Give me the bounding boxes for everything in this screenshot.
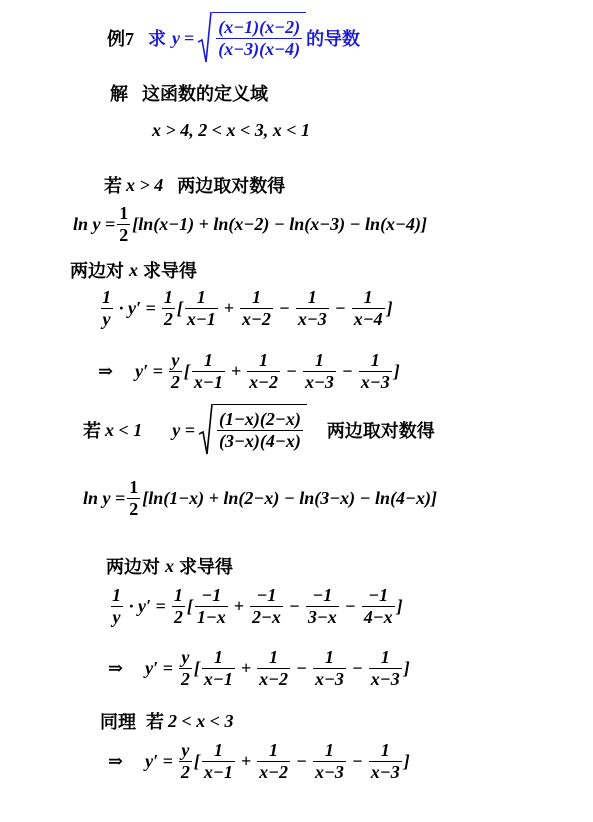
l15-h-d: 2 xyxy=(180,762,190,782)
l6-text: 两边对 xyxy=(70,261,124,281)
l9-text: 两边取对数得 xyxy=(326,421,435,441)
l8-op1: + xyxy=(230,361,242,381)
l13-h-d: 2 xyxy=(180,669,190,689)
l8-t3d: x−3 xyxy=(304,372,334,392)
l14-tl: 同理 xyxy=(100,712,136,732)
l15-t3n: 1 xyxy=(324,740,334,760)
result-eq-1 xyxy=(98,350,400,393)
l10-fn: 1 xyxy=(129,477,139,497)
l12-t1n: −1 xyxy=(201,585,222,605)
fraction xyxy=(369,740,402,783)
l3-text: x > 4, 2 < x < 3, x < 1 xyxy=(152,120,311,140)
l8-op3: − xyxy=(341,361,353,381)
l7-op3: − xyxy=(334,298,346,318)
half-fraction xyxy=(117,203,130,246)
implies-icon: ⇒ xyxy=(108,751,124,771)
l13-t4d: x−3 xyxy=(370,669,400,689)
l7-h-n: 1 xyxy=(163,287,173,307)
l7-mid: · y′ = xyxy=(119,298,156,318)
l13-lb: [ xyxy=(193,658,200,678)
l15-t2n: 1 xyxy=(269,740,279,760)
l13-t2d: x−2 xyxy=(259,669,289,689)
differentiate-text-2 xyxy=(106,553,233,579)
l12-t4d: 4−x xyxy=(363,607,393,627)
fraction xyxy=(313,740,346,783)
l7-t3d: x−3 xyxy=(297,309,327,329)
fraction xyxy=(313,647,346,690)
example-header xyxy=(107,12,360,64)
l7-t1n: 1 xyxy=(196,287,206,307)
l8-t3n: 1 xyxy=(314,350,324,370)
l7-h-d: 2 xyxy=(163,309,173,329)
domain-text: 这函数的定义域 xyxy=(142,84,268,104)
l7-lb: [ xyxy=(176,298,183,318)
y-var: y xyxy=(172,27,180,48)
l11-x: x xyxy=(165,555,174,576)
denominator: (x−3)(x−4) xyxy=(218,39,301,59)
l15-op3: − xyxy=(351,751,363,771)
l12-op3: − xyxy=(344,596,356,616)
qiu-text: 求 xyxy=(148,29,166,49)
l7-t3n: 1 xyxy=(307,287,317,307)
l10-fd: 2 xyxy=(129,499,139,519)
fraction xyxy=(240,287,273,330)
l9-den: (3−x)(4−x) xyxy=(219,431,301,451)
l13-lhs: y′ = xyxy=(145,658,173,678)
l13-op1: + xyxy=(240,658,252,678)
case-lt1 xyxy=(83,404,435,456)
l12-t3n: −1 xyxy=(312,585,333,605)
equals: = xyxy=(184,27,195,48)
fraction xyxy=(257,647,290,690)
radical-sign-icon xyxy=(198,12,212,64)
l8-t1n: 1 xyxy=(203,350,213,370)
l13-t1d: x−1 xyxy=(203,669,233,689)
l13-t3n: 1 xyxy=(324,647,334,667)
l14-ruo: 若 xyxy=(146,712,164,732)
l7-t2n: 1 xyxy=(251,287,261,307)
l15-rb: ] xyxy=(403,751,410,771)
l9-y: y = xyxy=(172,419,196,440)
l6-text2: 求导得 xyxy=(143,261,197,281)
result-eq-3 xyxy=(108,740,410,783)
l8-lhs: y′ = xyxy=(135,361,163,381)
l8-t4d: x−3 xyxy=(360,372,390,392)
l12-mid: · y′ = xyxy=(129,596,166,616)
fraction xyxy=(195,585,228,628)
l13-t3d: x−3 xyxy=(314,669,344,689)
l7-op2: − xyxy=(278,298,290,318)
fraction xyxy=(250,585,283,628)
l7-t4n: 1 xyxy=(363,287,373,307)
l12-a-d: y xyxy=(112,607,121,627)
fraction xyxy=(257,740,290,783)
l13-t4n: 1 xyxy=(380,647,390,667)
differentiate-text-1 xyxy=(70,257,197,283)
fraction xyxy=(127,477,140,520)
derivative-eq-1 xyxy=(98,287,393,330)
fraction xyxy=(359,350,392,393)
l13-op2: − xyxy=(296,658,307,678)
fraction xyxy=(362,585,395,628)
l12-rb: ] xyxy=(396,596,403,616)
l12-h-n: 1 xyxy=(173,585,183,605)
fraction xyxy=(185,287,218,330)
l12-op2: − xyxy=(288,596,300,616)
similarly-case xyxy=(100,708,234,734)
l13-op3: − xyxy=(351,658,363,678)
l10-lhs: ln y = xyxy=(83,488,126,508)
l4-cond: x > 4 xyxy=(126,174,164,195)
l7-a-n: 1 xyxy=(102,287,111,307)
result-eq-2 xyxy=(108,647,410,690)
l15-t4n: 1 xyxy=(380,740,390,760)
jie-label: 解 xyxy=(110,84,128,104)
l7-t1d: x−1 xyxy=(186,309,216,329)
l5-fd: 2 xyxy=(119,225,129,245)
fraction xyxy=(303,350,336,393)
l15-lb: [ xyxy=(193,751,200,771)
l7-t2d: x−2 xyxy=(242,309,271,329)
log-eq-1 xyxy=(73,203,427,246)
l6-x: x xyxy=(129,259,138,280)
l15-op2: − xyxy=(296,751,307,771)
fraction xyxy=(216,17,302,60)
example-label: 例7 xyxy=(107,29,134,49)
domain-expression xyxy=(152,120,310,141)
l8-h-d: 2 xyxy=(170,372,180,392)
l12-t3d: 3−x xyxy=(307,607,337,627)
fraction xyxy=(179,647,192,690)
l11-text2: 求导得 xyxy=(179,557,233,577)
fraction xyxy=(172,585,185,628)
l15-op1: + xyxy=(240,751,252,771)
tail-text: 的导数 xyxy=(306,29,361,49)
radical-sign-icon xyxy=(199,404,213,456)
l15-t2d: x−2 xyxy=(259,762,289,782)
l7-rb: ] xyxy=(386,298,393,318)
l7-t4d: x−4 xyxy=(353,309,383,329)
l8-t1d: x−1 xyxy=(193,372,223,392)
l13-rb: ] xyxy=(403,658,410,678)
l15-t4d: x−3 xyxy=(370,762,400,782)
l5-fn: 1 xyxy=(119,203,129,223)
l12-a-n: 1 xyxy=(112,585,121,605)
fraction xyxy=(169,350,182,393)
fraction xyxy=(306,585,339,628)
fraction xyxy=(192,350,225,393)
l15-t3d: x−3 xyxy=(314,762,344,782)
l14-cond: 2 < x < 3 xyxy=(168,710,234,731)
l15-lhs: y′ = xyxy=(145,751,173,771)
l15-t1d: x−1 xyxy=(203,762,233,782)
fraction xyxy=(202,647,235,690)
l12-lb: [ xyxy=(186,596,193,616)
l9-ruo: 若 xyxy=(83,421,101,441)
implies-icon: ⇒ xyxy=(108,658,124,678)
l4-ruo: 若 xyxy=(104,176,122,196)
l12-t2d: 2−x xyxy=(252,607,281,627)
case-gt4 xyxy=(104,172,285,198)
l7-a-d: y xyxy=(102,309,111,329)
l11-text: 两边对 xyxy=(106,557,160,577)
l10-rhs: [ln(1−x) + ln(2−x) − ln(3−x) − ln(4−x)] xyxy=(142,488,437,508)
l5-lhs: ln y = xyxy=(73,214,116,234)
l13-h-n: y xyxy=(181,647,190,667)
l12-h-d: 2 xyxy=(173,607,183,627)
l7-op1: + xyxy=(223,298,234,318)
fraction xyxy=(217,409,303,452)
l8-lb: [ xyxy=(183,361,190,381)
l13-t2n: 1 xyxy=(269,647,279,667)
l4-text: 两边取对数得 xyxy=(177,176,286,196)
l8-rb: ] xyxy=(393,361,400,381)
l9-cond: x < 1 xyxy=(105,419,143,440)
l12-t2n: −1 xyxy=(256,585,277,605)
implies-icon: ⇒ xyxy=(98,361,114,381)
l8-t4n: 1 xyxy=(370,350,380,370)
fraction xyxy=(202,740,235,783)
l12-op1: + xyxy=(233,596,244,616)
l5-rhs: [ln(x−1) + ln(x−2) − ln(x−3) − ln(x−4)] xyxy=(132,214,427,234)
fraction xyxy=(352,287,385,330)
l8-h-n: y xyxy=(171,350,180,370)
l13-t1n: 1 xyxy=(213,647,223,667)
l8-op2: − xyxy=(286,361,297,381)
l15-h-n: y xyxy=(181,740,190,760)
sqrt-2 xyxy=(199,404,307,456)
l12-t1d: 1−x xyxy=(196,607,226,627)
l9-num: (1−x)(2−x) xyxy=(219,409,301,429)
fraction xyxy=(296,287,329,330)
solution-intro xyxy=(110,80,268,106)
numerator: (x−1)(x−2) xyxy=(218,17,301,37)
l12-t4n: −1 xyxy=(368,585,389,605)
fraction xyxy=(369,647,402,690)
l8-t2d: x−2 xyxy=(249,372,279,392)
derivative-eq-2 xyxy=(108,585,403,628)
sqrt xyxy=(198,12,306,64)
log-eq-2 xyxy=(83,477,437,520)
fraction xyxy=(162,287,175,330)
l8-t2n: 1 xyxy=(259,350,269,370)
fraction xyxy=(100,287,113,330)
l15-t1n: 1 xyxy=(213,740,223,760)
fraction xyxy=(179,740,192,783)
fraction xyxy=(247,350,280,393)
fraction xyxy=(110,585,123,628)
